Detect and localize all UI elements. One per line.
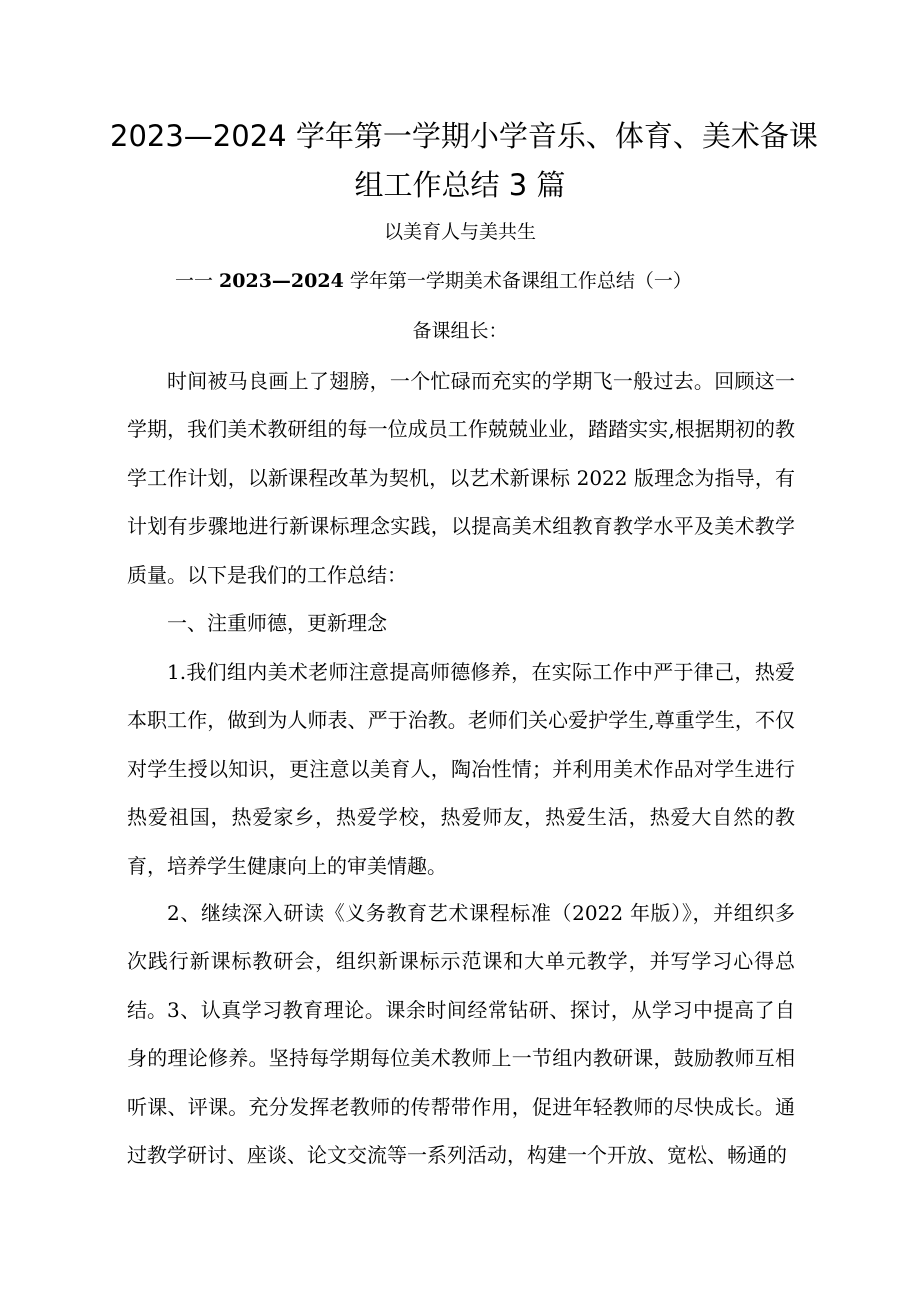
paragraph-item-2: 2、继续深入研读《义务教育艺术课程标准（2022 年版）》，并组织多次践行新课标教研会，组织新课标示范课和大单元教学，并写学习心得总结。 <box>127 901 795 1022</box>
group-leader-label: 备课组长： <box>412 320 508 342</box>
document-subtitle: 以美育人与美共生 <box>383 221 536 243</box>
series-year-bold: 2023—2024 <box>219 270 344 292</box>
series-heading <box>175 266 692 296</box>
intro-paragraph: 时间被马良画上了翅膀，一个忙碌而充实的学期飞一般过去。回顾这一学期，我们美术教研组的每一位成员工作兢兢业业，踏踏实实,根据期初的教学工作计划，以新课程改革为契机，以艺术新课标 2022 版理念为指导，有计划有步骤地进行新课标理念实践，以提高美术组教育教学水平及美术教学质量。以下是我们的工作总结： <box>127 369 795 587</box>
document-title-line-1: 2023—2024 学年第一学期小学音乐、体育、美术备课 <box>110 119 818 153</box>
series-prefix: 一一 <box>175 270 220 292</box>
document-title-line-2: 组工作总结 3 篇 <box>354 168 566 202</box>
series-title-rest: 学年第一学期美术备课组工作总结（一） <box>343 270 692 292</box>
paragraph-item-1: 1.我们组内美术老师注意提高师德修养，在实际工作中严于律己，热爱本职工作，做到为人师表、严于治教。老师们关心爱护学生,尊重学生，不仅对学生授以知识，更注意以美育人，陶冶性情；并利用美术作品对学生进行热爱祖国，热爱家乡，热爱学校，热爱师友，热爱生活，热爱大自然的教育，培养学生健康向上的审美情趣。 <box>127 660 795 878</box>
section-heading-1: 一、注重师德，更新理念 <box>167 611 387 635</box>
paragraph-item-3: 3、认真学习教育理论。课余时间经常钻研、探讨，从学习中提高了自身的理论修养。坚持每学期每位美术教师上一节组内教研课，鼓励教师互相听课、评课。充分发挥老教师的传帮带作用，促进年轻教师的尽快成长。通过教学研讨、座谈、论文交流等一系列活动，构建一个开放、宽松、畅通的 <box>127 998 795 1168</box>
